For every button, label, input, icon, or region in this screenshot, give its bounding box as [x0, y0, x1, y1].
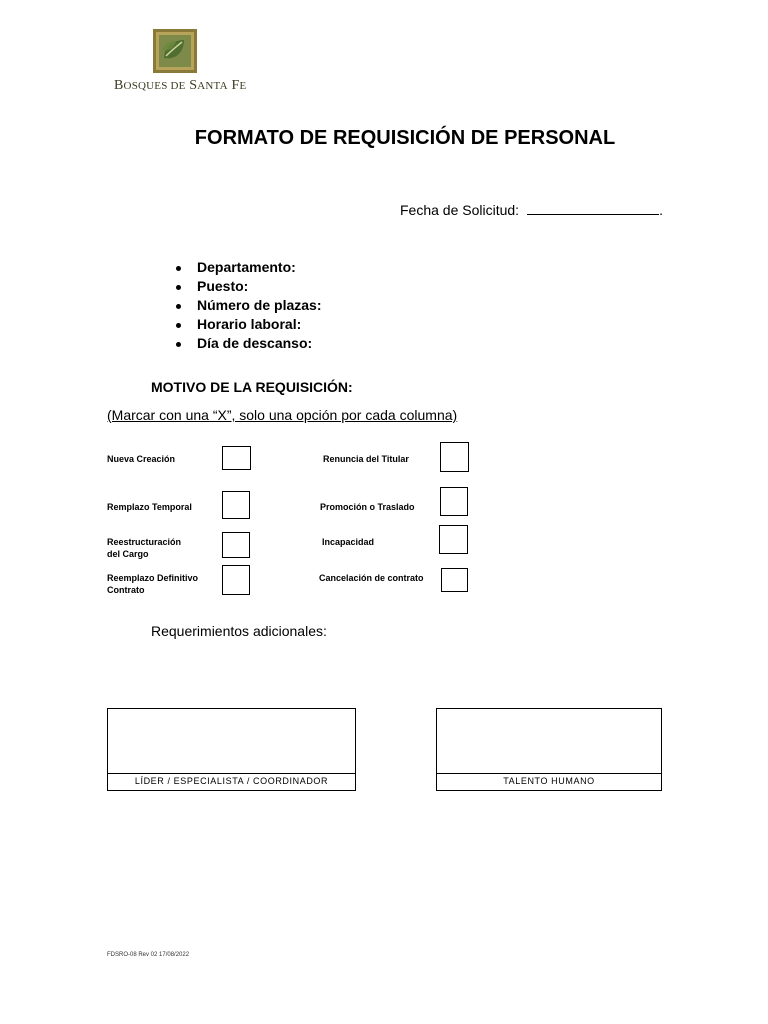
motivo-heading: MOTIVO DE LA REQUISICIÓN:	[151, 379, 353, 395]
option-label-nueva-creacion: Nueva Creación	[107, 454, 176, 464]
option-label-reemplazo-definitivo: Reemplazo Definitivo Contrato	[107, 573, 199, 595]
fecha-label: Fecha de Solicitud:	[400, 202, 520, 218]
signature-label-talento-humano: TALENTO HUMANO	[437, 773, 661, 790]
checkbox-renuncia-titular[interactable]	[440, 442, 469, 472]
field-puesto: Puesto:	[176, 277, 321, 296]
bullet-icon	[176, 342, 181, 347]
motivo-instructions: (Marcar con una “X”, solo una opción por cada columna)	[107, 407, 458, 423]
checkbox-incapacidad[interactable]	[439, 525, 468, 554]
option-label-incapacidad: Incapacidad	[322, 537, 375, 547]
bullet-icon	[176, 304, 181, 309]
field-descanso: Día de descanso:	[176, 334, 321, 353]
signature-label-lider: LÍDER / ESPECIALISTA / COORDINADOR	[108, 773, 355, 790]
option-label-promocion-traslado: Promoción o Traslado	[320, 502, 415, 512]
checkbox-cancelacion-contrato[interactable]	[441, 568, 468, 592]
checkbox-remplazo-temporal[interactable]	[222, 491, 250, 519]
page-title: FORMATO DE REQUISICIÓN DE PERSONAL	[194, 127, 616, 149]
brand-name: BOSQUES DE SANTA FE	[114, 78, 247, 93]
signature-box-talento-humano[interactable]	[436, 708, 662, 791]
fecha-solicitud: Fecha de Solicitud: .	[400, 202, 663, 218]
option-label-remplazo-temporal: Remplazo Temporal	[107, 502, 192, 512]
field-departamento: Departamento:	[176, 258, 321, 277]
signature-box-lider[interactable]	[107, 708, 356, 791]
requerimientos-label: Requerimientos adicionales:	[151, 623, 327, 639]
bullet-icon	[176, 266, 181, 271]
checkbox-nueva-creacion[interactable]	[222, 446, 251, 470]
checkbox-reemplazo-definitivo[interactable]	[222, 565, 250, 595]
option-label-reestructuracion: Reestructuración del Cargo	[107, 537, 182, 559]
bullet-icon	[176, 323, 181, 328]
checkbox-promocion-traslado[interactable]	[440, 487, 468, 516]
option-label-renuncia-titular: Renuncia del Titular	[323, 454, 409, 464]
fields-list	[176, 258, 321, 353]
footer-code: FDSRO-08 Rev 02 17/08/2022	[107, 952, 190, 958]
option-label-cancelacion-contrato: Cancelación de contrato	[319, 573, 424, 583]
fecha-input-line[interactable]	[527, 201, 659, 215]
leaf-logo-icon	[152, 28, 198, 74]
checkbox-reestructuracion[interactable]	[222, 532, 250, 558]
field-numero-plazas: Número de plazas:	[176, 296, 321, 315]
field-horario: Horario laboral:	[176, 315, 321, 334]
bullet-icon	[176, 285, 181, 290]
